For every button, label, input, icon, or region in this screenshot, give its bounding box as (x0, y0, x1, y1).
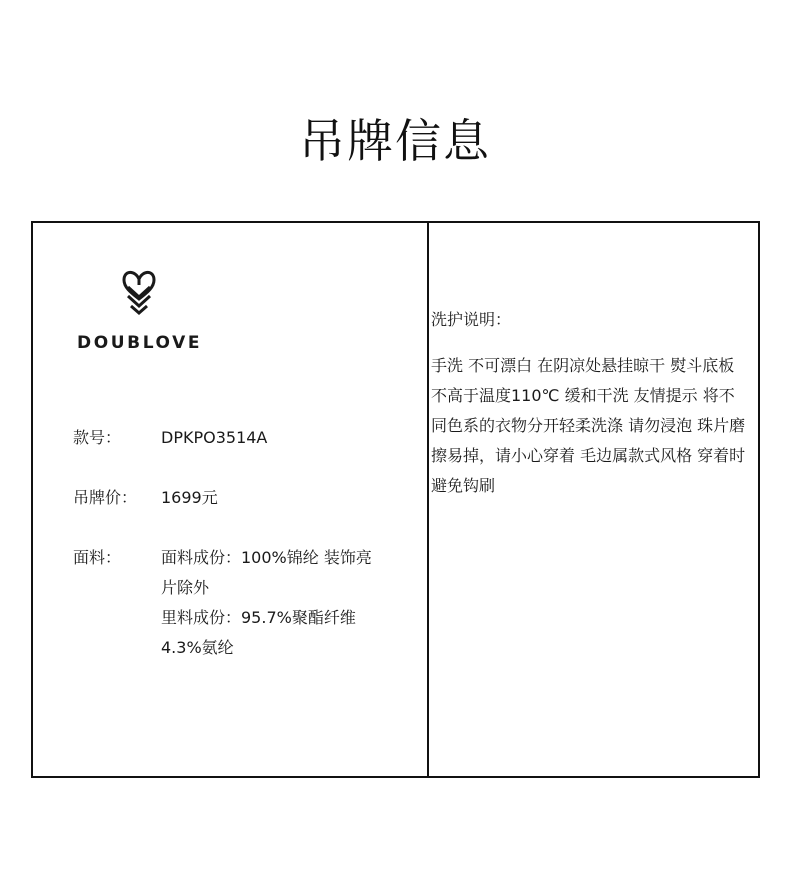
brand-name: DOUBLOVE (77, 333, 203, 353)
care-title: 洗护说明： (431, 310, 512, 329)
page-title: 吊牌信息 (299, 114, 491, 168)
column-divider (427, 223, 429, 776)
care-instructions (431, 305, 747, 501)
fabric-label: 面料： (73, 548, 122, 567)
tag-price-value: 1699元 (161, 488, 218, 507)
style-number-value: DPKPO3514A (161, 428, 268, 447)
fabric-lining-composition: 里料成份：95.7%聚酯纤维4.3%氨纶 (161, 608, 356, 657)
tag-price-label: 吊牌价： (73, 488, 138, 507)
heart-knot-logo-icon (121, 267, 157, 315)
fabric-values (161, 543, 383, 663)
brand-block (77, 267, 201, 353)
care-text: 手洗 不可漂白 在阴凉处悬挂晾干 熨斗底板不高于温度110℃ 缓和干洗 友情提示 将不同色系的衣物分开轻柔洗涤 请勿浸泡 珠片磨擦易掉，请小心穿着 毛边属款式风格 穿着时避免钩刷 (431, 356, 746, 495)
style-number-label: 款号： (73, 428, 122, 447)
hang-tag-panel (31, 221, 760, 778)
fabric-outer-composition: 面料成份：100%锦纶 装饰亮片除外 (161, 548, 372, 597)
